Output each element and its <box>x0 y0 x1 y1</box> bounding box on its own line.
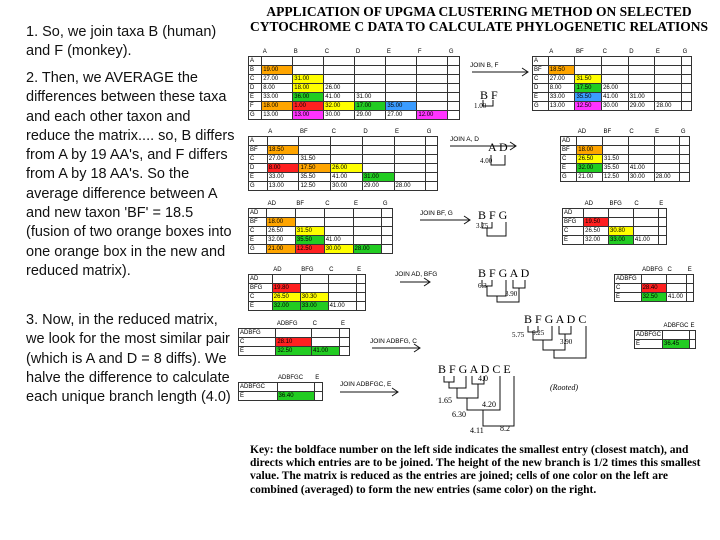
distance-matrix-4: AD BF C E G AD BF 18.00 C 26.50 31.50 E 32.00 35.50 41.00 G 21.00 12.50 30.00 28.00 <box>560 128 690 182</box>
branch-value: 4.11 <box>470 426 484 435</box>
distance-matrix-3: A BF C D E G A BF 18.50 C 27.00 31.50 D 8.00 17.50 26.00 E 33.00 35.50 41.00 31.00 G 13.00 12.50 30.00 29.00 28.00 <box>248 128 438 191</box>
step2-text: 2. Then, we AVERAGE the differences between these taxa and each other taxon and reduce the matrix.... so, B differs from A by 19 AA's, and F differs from A by 18 AA's. So the average difference between A and new taxon 'BF' = 18.5 (fusion of two orange boxes into one orange box in the new and reduced matrix). <box>26 70 235 279</box>
tree-label-bfgadc: B F G A D C <box>524 312 587 326</box>
branch-value: 5.75 <box>512 331 525 339</box>
tree-label-bfgad: B F G A D <box>478 266 530 280</box>
branch-value: 3.90 <box>560 338 573 346</box>
rooted-label: (Rooted) <box>550 383 578 392</box>
branch-value: 4.0 <box>478 374 488 383</box>
tree-label-bf: B F <box>480 88 498 102</box>
key-text: Key: the boldface number on the left side indicates the smallest entry (closest match), and directs which entries are to be joined. The height of the new branch is 1/2 times this smallest value. The matrix is reduced as the entries are joined; cells of one color on the left are combined (averaged) to form the new entries (same color) on the right. <box>250 444 701 496</box>
branch-value: 6.25 <box>532 329 545 337</box>
join-label-4: JOIN AD, BFG <box>395 271 438 278</box>
join-label-3: JOIN BF, G <box>420 210 453 217</box>
branch-value: 8.2 <box>500 424 510 433</box>
tree-label-ad: A D <box>488 140 508 154</box>
distance-matrix-7: AD BFG C E AD BFG 19.80 C 26.50 30.30 E 32.00 33.00 41.00 <box>248 266 366 311</box>
distance-matrix-11: ADBFGC E ADBFGC E 36.40 <box>238 374 323 401</box>
branch-value: 4.20 <box>482 400 496 409</box>
branch-value: 1.65 <box>438 396 452 405</box>
tree-label-final: B F G A D C E <box>438 362 511 376</box>
join-label-1: JOIN B, F <box>470 62 499 69</box>
step1-text: 1. So, we join taxa B (human) and F (monkey). <box>26 24 217 60</box>
branch-value: 3.75 <box>476 222 489 230</box>
distance-matrix-9: ADBFG C E ADBFG C 28.10 E 32.50 41.00 <box>238 320 350 356</box>
branch-value: 4.00 <box>480 157 493 165</box>
distance-matrix-1: A B C D E F G A B 19.00 C 27.00 31.00 D 8.00 18.00 26.00 E 33.00 36.00 41.00 31.00 F 18.00 1.00 32.00 17.00 35.00 G 13.00 13.00 30.00 29.00 27.00 12.00 <box>248 48 460 120</box>
branch-value: 6.3 <box>478 282 487 290</box>
tree-label-bfg: B F G <box>478 208 508 222</box>
distance-matrix-2: A BF C D E G A BF 18.50 C 27.00 31.50 D 8.00 17.50 26.00 E 33.00 35.50 41.00 31.00 G 13.00 12.50 30.00 29.00 28.00 <box>532 48 692 111</box>
distance-matrix-6: AD BFG C E AD BFG 19.50 C 26.50 30.80 E 32.00 33.00 41.00 <box>562 200 667 245</box>
join-label-6: JOIN ADBFGC, E <box>340 381 392 388</box>
step3-text: 3. Now, in the reduced matrix, we look for the most similar pair (which is A and D = 8 diffs). We halve the difference to calculate each unique branch length (4.0) <box>26 312 231 406</box>
join-label-2: JOIN A, D <box>450 136 479 143</box>
distance-matrix-5: AD BF C E G AD BF 18.00 C 26.50 31.50 E 32.00 35.50 41.00 G 21.00 12.50 30.00 28.00 <box>248 200 393 254</box>
join-label-5: JOIN ADBFG, C <box>370 338 417 345</box>
distance-matrix-10: ADBFGC E ADBFGC E 36.45 <box>636 323 695 347</box>
branch-value: 6.30 <box>452 410 466 419</box>
distance-matrix-8: ADBFG C E ADBFG C 28.40 E 32.50 41.00 <box>616 267 692 300</box>
branch-value: 3.90 <box>505 290 518 298</box>
page-title: APPLICATION OF UPGMA CLUSTERING METHOD ON SELECTED CYTOCHROME C DATA TO CALCULATE PHYLOGENETIC RELATIONS <box>249 4 709 34</box>
branch-value: 1.00 <box>474 102 487 110</box>
